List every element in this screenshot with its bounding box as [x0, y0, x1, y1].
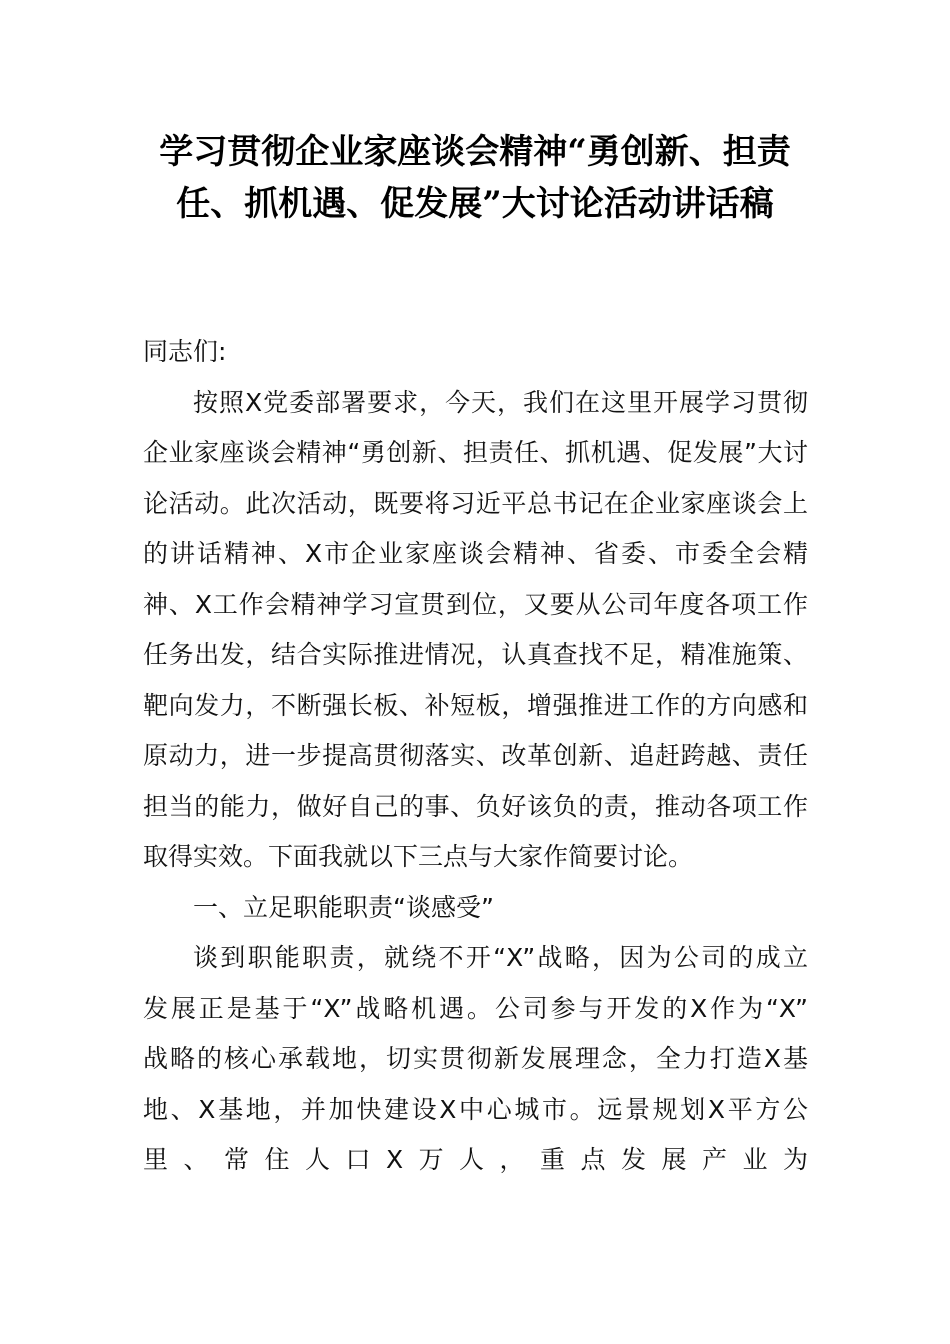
section-paragraph-line: 发展正是基于“X”战略机遇。公司参与开发的X作为“X”: [143, 993, 808, 1023]
section-heading: 一、立足职能职责“谈感受”: [193, 892, 494, 922]
section-paragraph-line: 地、X基地，并加快建设X中心城市。远景规划X平方公: [143, 1094, 808, 1124]
section-paragraph-line: 战略的核心承载地，切实贯彻新发展理念，全力打造X基: [143, 1044, 808, 1073]
document-body: [143, 327, 808, 1186]
section-paragraph-line: 谈到职能职责，就绕不开“X”战略，因为公司的成立: [193, 943, 808, 972]
document-title: 学习贯彻企业家座谈会精神“勇创新、担责任、抓机遇、促发展”大讨论活动讲话稿: [159, 132, 791, 224]
paragraph-intro: 按照X党委部署要求，今天，我们在这里开展学习贯彻企业家座谈会精神“勇创新、担责任、抓机遇、促发展”大讨论活动。此次活动，既要将习近平总书记在企业家座谈会上的讲话精神、X市企业家座谈会精神、省委、市委全会精神、X工作会精神学习宣贯到位，又要从公司年度各项工作任务出发，结合实际推进情况，认真查找不足，精准施策、靶向发力，不断强长板、补短板，增强推进工作的方向感和原动力，进一步提高贯彻落实、改革创新、追赶跨越、责任担当的能力，做好自己的事、负好该负的责，推动各项工作取得实效。下面我就以下三点与大家作简要讨论。: [143, 387, 808, 871]
section-paragraph-line: 里、常住人口X万人，重点发展产业为: [143, 1145, 808, 1174]
section-paragraph: [143, 933, 808, 1186]
greeting: 同志们:: [143, 337, 227, 366]
